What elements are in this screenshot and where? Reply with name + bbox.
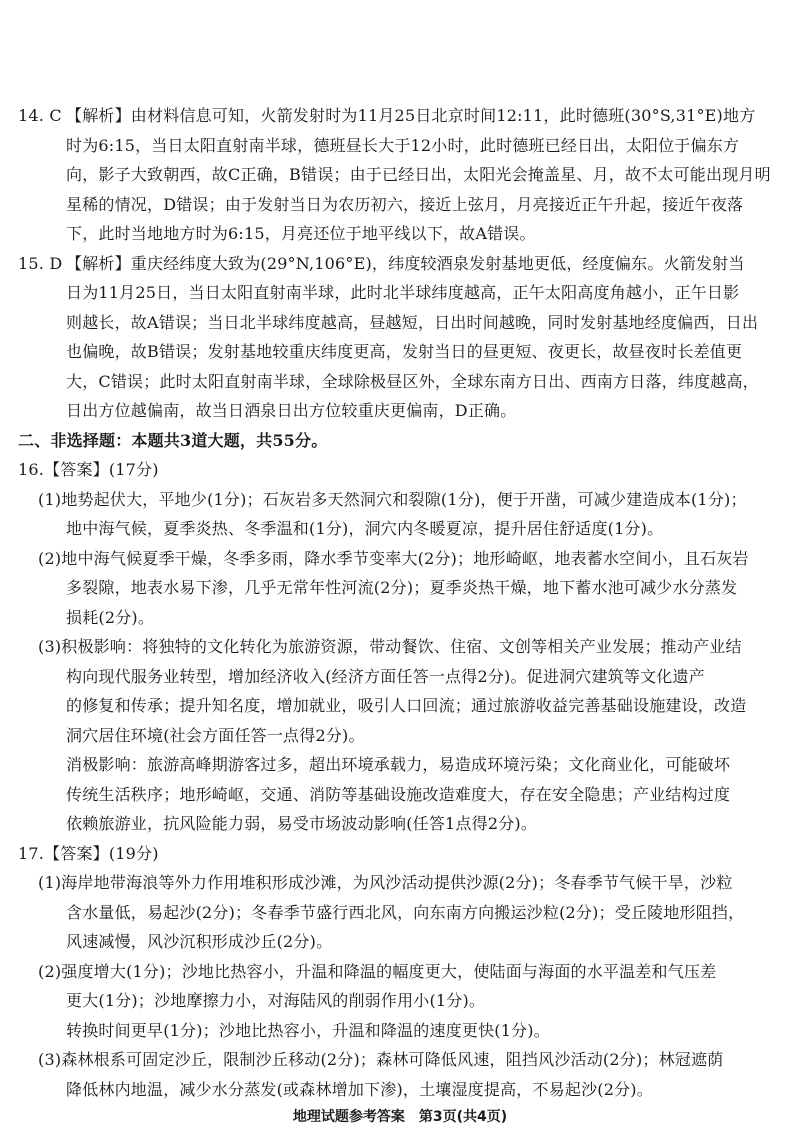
q14-number: 14. C — [18, 106, 62, 125]
q14-line-2: 时为6:15，当日太阳直射南半球，德班昼长大于12小时，此时德班已经日出，太阳位于偏东方 — [66, 136, 740, 155]
q14-line-4: 星稀的情况，D错误；由于发射当日为农历初六，接近上弦月，月亮接近正午升起，接近午夜落 — [66, 195, 744, 214]
q16-line-9: 洞穴居住环境(社会方面任答一点得2分)。 — [66, 726, 365, 745]
q15-line-3: 则越长，故A错误；当日北半球纬度越高，昼越短，日出时间越晚，同时发射基地经度偏西，日出 — [66, 313, 759, 332]
q17-line-7: (3)森林根系可固定沙丘，限制沙丘移动(2分)；森林可降低风速，阻挡风沙活动(2分)；林冠遮荫 — [38, 1050, 724, 1069]
q15-line-2: 日为11月25日，当日太阳直射南半球，此时北半球纬度越高，正午太阳高度角越小，正午日影 — [66, 283, 740, 302]
q16-line-6: (3)积极影响：将独特的文化转化为旅游资源，带动餐饮、住宿、文创等相关产业发展；推动产业结 — [38, 637, 742, 656]
q15-line-6: 日出方位越偏南，故当日酒泉日出方位较重庆更偏南，D正确。 — [66, 401, 517, 420]
q16-header: 16.【答案】(17分) — [18, 460, 159, 479]
q15-number: 15. D — [18, 254, 63, 273]
q14-line-1: 【解析】由材料信息可知，火箭发射时为11月25日北京时间12:11，此时德班(30°S,31°E)地方 — [66, 106, 756, 125]
q14-line-3: 向，影子大致朝西，故C正确，B错误；由于已经日出，太阳光会掩盖星、月，故不太可能出现月明 — [66, 165, 771, 184]
q15-line-5: 大，C错误；此时太阳直射南半球，全球除极昼区外，全球东南方日出、西南方日落，纬度越高， — [66, 372, 759, 391]
q15-line-4: 也偏晚，故B错误；发射基地较重庆纬度更高，发射当日的昼更短、夜更长，故昼夜时长差值更 — [66, 342, 743, 361]
q16-line-2: 地中海气候，夏季炎热、冬季温和(1分)，洞穴内冬暖夏凉，提升居住舒适度(1分)。 — [66, 519, 664, 538]
q16-line-11: 传统生活秩序；地形崎岖，交通、消防等基础设施改造难度大，存在安全隐患；产业结构过度 — [66, 785, 731, 804]
page-footer: 地理试题参考答案 第3页(共4页) — [292, 1109, 508, 1125]
q16-line-4: 多裂隙，地表水易下渗，几乎无常年性河流(2分)；夏季炎热干燥，地下蓄水池可减少水分蒸发 — [66, 578, 738, 597]
q17-line-3: 风速减慢，风沙沉积形成沙丘(2分)。 — [66, 932, 333, 951]
q17-line-1: (1)海岸地带海浪等外力作用堆积形成沙滩，为风沙活动提供沙源(2分)；冬春季节气候干旱，沙粒 — [38, 873, 733, 892]
q16-line-12: 依赖旅游业，抗风险能力弱，易受市场波动影响(任答1点得2分)。 — [66, 814, 538, 833]
q17-line-2: 含水量低，易起沙(2分)；冬春季节盛行西北风，向东南方向搬运沙粒(2分)；受丘陵地形阻挡， — [66, 903, 745, 922]
q17-line-6: 转换时间更早(1分)；沙地比热容小，升温和降温的速度更快(1分)。 — [66, 1021, 550, 1040]
q16-line-8: 的修复和传承；提升知名度，增加就业，吸引人口回流；通过旅游收益完善基础设施建设，改造 — [66, 696, 747, 715]
q15-line-1: 【解析】重庆经纬度大致为(29°N,106°E)，纬度较酒泉发射基地更低，经度偏东。火箭发射当 — [66, 254, 745, 273]
q17-line-4: (2)强度增大(1分)；沙地比热容小，升温和降温的幅度更大，使陆面与海面的水平温差和气压差 — [38, 962, 717, 981]
q17-header: 17.【答案】(19分) — [18, 844, 159, 863]
q16-line-7: 构向现代服务业转型，增加经济收入(经济方面任答一点得2分)。促进洞穴建筑等文化遗产 — [66, 667, 705, 686]
q16-line-10: 消极影响：旅游高峰期游客过多，超出环境承载力，易造成环境污染；文化商业化，可能破坏 — [66, 755, 731, 774]
q17-line-8: 降低林内地温，减少水分蒸发(或森林增加下渗)，土壤湿度提高，不易起沙(2分)。 — [66, 1080, 653, 1099]
q16-line-5: 损耗(2分)。 — [66, 608, 155, 627]
q17-line-5: 更大(1分)；沙地摩擦力小，对海陆风的削弱作用小(1分)。 — [66, 991, 486, 1010]
section-heading: 二、非选择题：本题共3道大题，共55分。 — [18, 431, 328, 450]
q14-line-5: 下，此时当地地方时为6:15，月亮还位于地平线以下，故A错误。 — [66, 224, 536, 243]
q16-line-3: (2)地中海气候夏季干燥，冬季多雨，降水季节变率大(2分)；地形崎岖，地表蓄水空间小，且石灰岩 — [38, 549, 749, 568]
q16-line-1: (1)地势起伏大，平地少(1分)；石灰岩多天然洞穴和裂隙(1分)，便于开凿，可减少建造成本(1分)； — [38, 490, 747, 509]
